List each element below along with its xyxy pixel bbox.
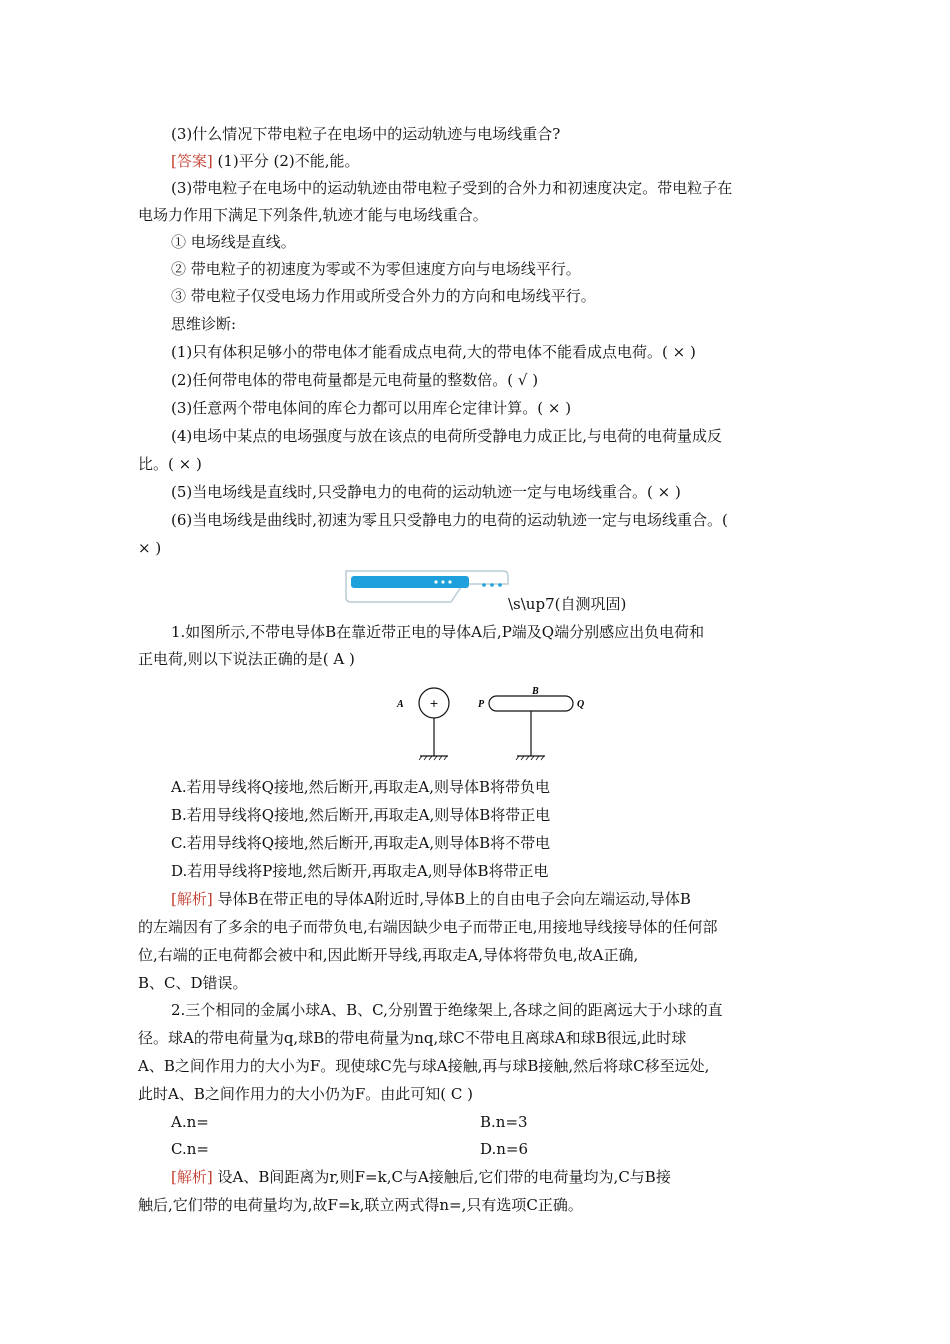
q1-analysis-line-3: 位,右端的正电荷都会被中和,因此断开导线,再取走A,导体将带负电,故A正确, (138, 946, 639, 964)
condition-3: ③ 带电粒子仅受电场力作用或所受合外力的方向和电场线平行。 (171, 287, 596, 305)
q2-analysis-line-2: 触后,它们带的电荷量均为,故F=k,联立两式得n=,只有选项C正确。 (138, 1196, 583, 1214)
diagnosis-title: 思维诊断: (171, 315, 237, 333)
q2-option-B: B.n=3 (480, 1113, 528, 1131)
label-A: A (397, 699, 404, 710)
diagnosis-item-5: (5)当电场线是直线时,只受静电力的电荷的运动轨迹一定与电场线重合。( × ) (171, 483, 681, 501)
q1-analysis-line-4: B、C、D错误。 (138, 974, 248, 992)
condition-2: ② 带电粒子的初速度为零或不为零但速度方向与电场线平行。 (171, 260, 581, 278)
question-3-text: (3)什么情况下带电粒子在电场中的运动轨迹与电场线重合? (171, 125, 561, 143)
q2-analysis-tag: [解析] (171, 1168, 213, 1186)
q1-option-A: A.若用导线将Q接地,然后断开,再取走A,则导体B将带负电 (171, 778, 551, 796)
q1-analysis-text: 导体B在带正电的导体A附近时,导体B上的自由电子会向左端运动,导体B (212, 890, 691, 908)
diagnosis-item-4-line-1: (4)电场中某点的电场强度与放在该点的电荷所受静电力成正比,与电荷的电荷量成反 (171, 427, 723, 445)
q2-option-D: D.n=6 (480, 1140, 529, 1158)
section-label: \s\up7(自测巩固) (508, 595, 627, 613)
q2-option-A: A.n= (171, 1113, 209, 1131)
q1-option-C: C.若用导线将Q接地,然后断开,再取走A,则导体B将不带电 (171, 834, 551, 852)
q1-option-B: B.若用导线将Q接地,然后断开,再取走A,则导体B将带正电 (171, 806, 551, 824)
diagnosis-item-6-line-2: × ) (138, 539, 162, 557)
q1-stem-line-1: 1.如图所示,不带电导体B在靠近带正电的导体A后,P端及Q端分别感应出负电荷和 (171, 623, 705, 641)
diagnosis-item-6-line-1: (6)当电场线是曲线时,初速为零且只受静电力的电荷的运动轨迹一定与电场线重合。( (171, 511, 728, 529)
q1-option-D: D.若用导线将P接地,然后断开,再取走A,则导体B将带正电 (171, 862, 549, 880)
q2-analysis-line-1 (171, 1167, 671, 1187)
label-Q: Q (577, 699, 585, 710)
diagnosis-item-4-line-2: 比。( × ) (138, 455, 202, 473)
diagnosis-item-2: (2)任何带电体的带电荷量都是元电荷量的整数倍。( √ ) (171, 371, 539, 389)
q2-stem-line-3: A、B之间作用力的大小为F。现使球C先与球A接触,再与球B接触,然后将球C移至远处, (138, 1057, 710, 1075)
answer-tag: [答案] (171, 152, 213, 170)
q1-analysis-tag: [解析] (171, 890, 213, 908)
conductor-B (489, 696, 573, 711)
label-P: P (478, 699, 485, 710)
diagnosis-item-3: (3)任意两个带电体间的库仑力都可以用库仑定律计算。( × ) (171, 399, 572, 417)
q2-stem-line-4: 此时A、B之间作用力的大小仍为F。由此可知( C ) (138, 1085, 473, 1103)
q2-stem-line-1: 2.三个相同的金属小球A、B、C,分别置于绝缘架上,各球之间的距离远大于小球的直 (171, 1001, 723, 1019)
q2-stem-line-2: 径。球A的带电荷量为q,球B的带电荷量为nq,球C不带电且离球A和球B很远,此时球 (138, 1029, 687, 1047)
q1-stem-line-2: 正电荷,则以下说法正确的是( A ) (138, 650, 355, 668)
condition-1: ① 电场线是直线。 (171, 233, 296, 251)
conductor-figure (392, 682, 592, 764)
diagnosis-item-1: (1)只有体积足够小的带电体才能看成点电荷,大的带电体不能看成点电荷。( × ) (171, 343, 696, 361)
plus-sign: + (429, 697, 439, 710)
q2-option-C: C.n= (171, 1140, 209, 1158)
q2-analysis-text: 设A、B间距离为r,则F=k,C与A接触后,它们带的电荷量均为,C与B接 (212, 1168, 671, 1186)
section-banner-graphic (343, 568, 511, 608)
label-B: B (532, 686, 539, 697)
answer-3-line-1: (3)带电粒子在电场中的运动轨迹由带电粒子受到的合外力和初速度决定。带电粒子在 (171, 179, 733, 197)
q1-analysis-line-1 (171, 889, 691, 909)
q1-analysis-line-2: 的左端因有了多余的电子而带负电,右端因缺少电子而带正电,用接地导线接导体的任何部 (138, 918, 718, 936)
answer-3-line-2: 电场力作用下满足下列条件,轨迹才能与电场线重合。 (138, 206, 488, 224)
answer-text: (1)平分 (2)不能,能。 (212, 152, 360, 170)
answer-line (171, 151, 360, 171)
